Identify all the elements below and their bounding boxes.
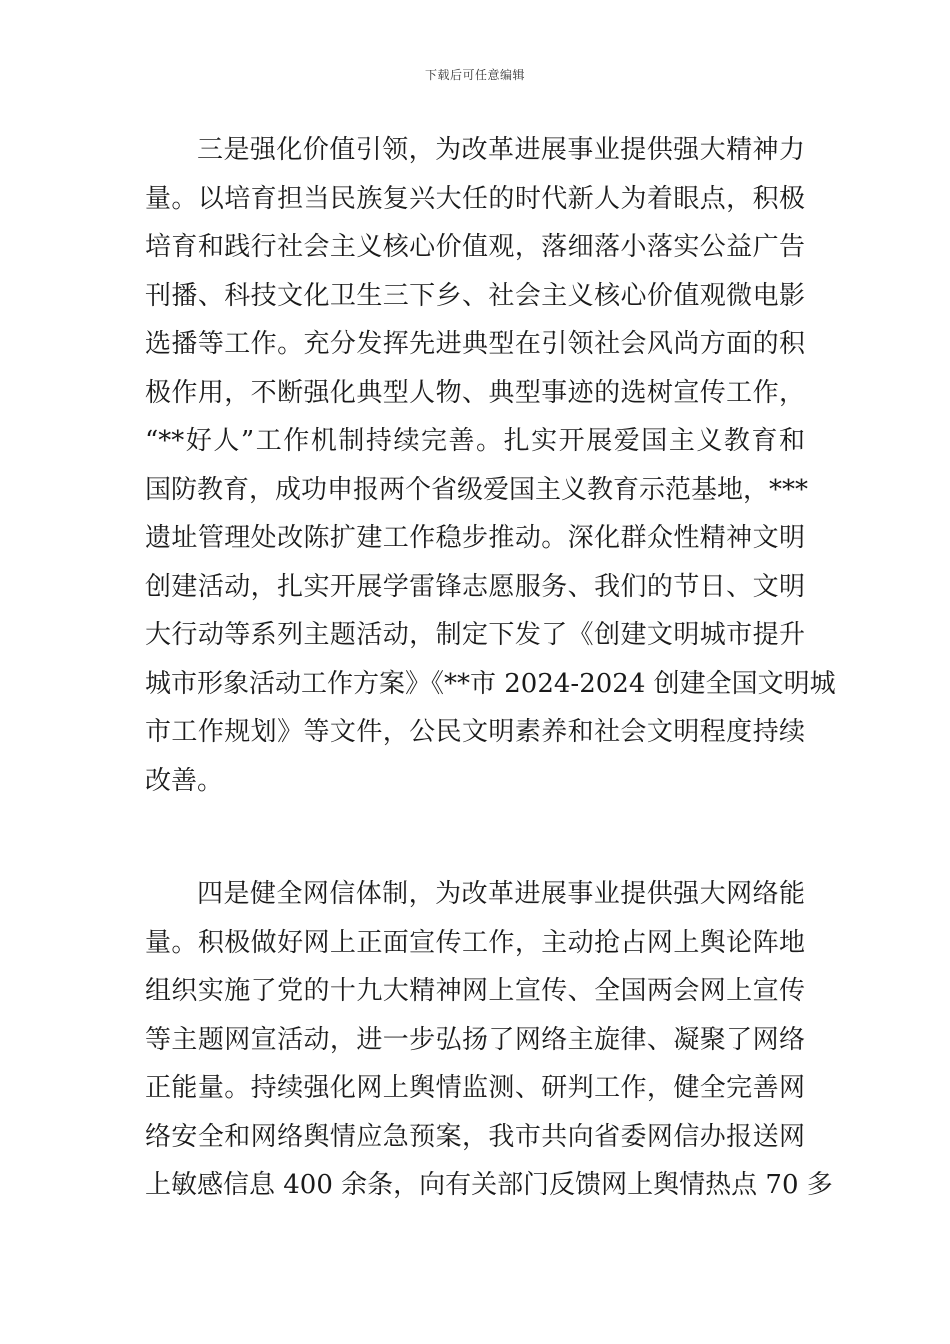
text-line: “**好人”工作机制持续完善。扎实开展爱国主义教育和 <box>145 426 805 456</box>
text-line: 遗址管理处改陈扩建工作稳步推动。深化群众性精神文明 <box>145 523 805 553</box>
text-line: 极作用，不断强化典型人物、典型事迹的选树宣传工作， <box>145 377 805 408</box>
paragraph-values-guidance <box>145 126 836 805</box>
paragraph-network-system <box>145 870 833 1210</box>
text-line: 四是健全网信体制，为改革进展事业提供强大网络能 <box>197 879 805 909</box>
text-line: 量。积极做好网上正面宣传工作，主动抢占网上舆论阵地 <box>145 927 805 958</box>
text-line: 选播等工作。充分发挥先进典型在引领社会风尚方面的积 <box>145 329 805 359</box>
text-line: 市工作规划》等文件，公民文明素养和社会文明程度持续 <box>145 717 805 747</box>
page-header: 下载后可任意编辑 <box>424 68 525 82</box>
text-line: 络安全和网络舆情应急预案，我市共向省委网信办报送网 <box>145 1121 805 1152</box>
text-line: 培育和践行社会主义核心价值观，落细落小落实公益广告 <box>145 232 805 262</box>
text-line: 量。以培育担当民族复兴大任的时代新人为着眼点，积极 <box>145 183 805 214</box>
text-line: 国防教育，成功申报两个省级爱国主义教育示范基地，*** <box>145 474 809 505</box>
text-line: 组织实施了党的十九大精神网上宣传、全国两会网上宣传 <box>145 976 805 1006</box>
text-line: 创建活动，扎实开展学雷锋志愿服务、我们的节日、文明 <box>145 571 805 602</box>
text-line: 大行动等系列主题活动，制定下发了《创建文明城市提升 <box>145 620 805 650</box>
text-line: 刊播、科技文化卫生三下乡、社会主义核心价值观微电影 <box>145 280 805 311</box>
text-line: 正能量。持续强化网上舆情监测、研判工作，健全完善网 <box>145 1073 805 1103</box>
text-line: 等主题网宣活动，进一步弘扬了网络主旋律、凝聚了网络 <box>145 1024 805 1055</box>
text-line: 城市形象活动工作方案》《**市 2024-2024 创建全国文明城 <box>145 668 836 699</box>
text-line: 上敏感信息 400 余条，向有关部门反馈网上舆情热点 70 多 <box>145 1170 833 1200</box>
text-line: 改善。 <box>145 765 224 796</box>
text-line: 三是强化价值引领，为改革进展事业提供强大精神力 <box>197 135 805 165</box>
